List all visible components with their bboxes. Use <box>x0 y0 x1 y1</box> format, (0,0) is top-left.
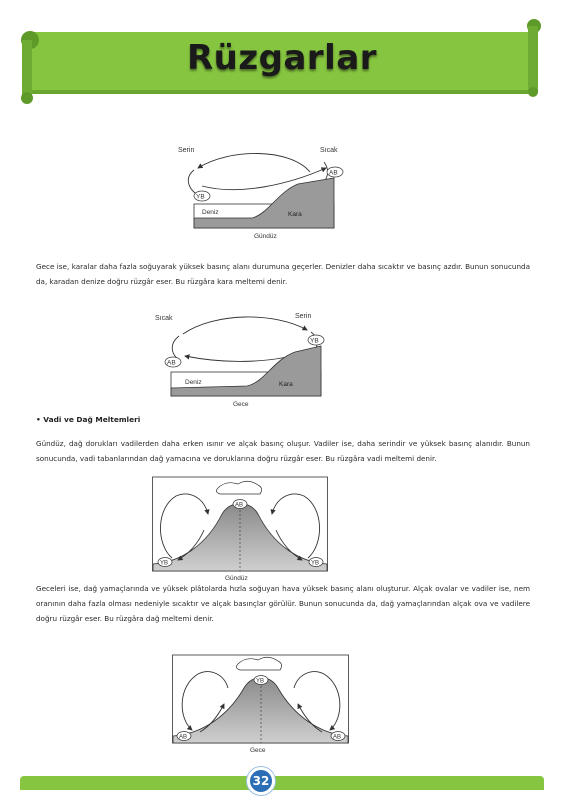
footer-bar <box>20 776 544 790</box>
figure-mountain-breeze-night <box>172 652 350 758</box>
pressure-top-label: YB <box>256 678 265 685</box>
figure-caption: Gece <box>233 401 249 408</box>
label-warm: Sıcak <box>155 315 173 322</box>
paragraph-valley-breeze: Gündüz, dağ dorukları vadilerden daha erken ısınır ve alçak basınç oluşur. Vadiler ise, daha serindir ve yüksek basınç alanıdır. Bunun sonucunda, vadi tabanlarından dağ yamacına ve doruklarına doğru rüzgâr eser. Bu rüzgâra vadi meltemi denir. <box>36 439 530 463</box>
page-title: Rüzgarlar <box>186 38 378 78</box>
pressure-left-label: AB <box>179 734 188 741</box>
paragraph-land-breeze: Gece ise, karalar daha fazla soğuyarak yüksek basınç alanı durumuna geçerler. Denizler daha sıcaktır ve basınç azdır. Bunun sonucunda da, karadan denize doğru rüzgâr eser. Bu rüzgâra kara meltemi denir. <box>36 262 530 286</box>
pressure-low-label: AB <box>167 359 176 367</box>
label-sea: Deniz <box>185 379 202 386</box>
pressure-right-label: AB <box>333 734 342 741</box>
pressure-top-label: AB <box>235 502 244 509</box>
pressure-right-label: YB <box>311 560 320 567</box>
label-cool: Serin <box>295 313 312 320</box>
figure-land-breeze-night <box>155 306 335 410</box>
figure-caption: Gündüz <box>254 233 277 240</box>
label-land: Kara <box>288 211 302 218</box>
figure-valley-breeze-day <box>152 474 328 584</box>
figure-sea-breeze-day <box>170 138 350 242</box>
pressure-low-label: AB <box>329 169 338 177</box>
title-banner <box>18 18 546 104</box>
figure-caption: Gündüz <box>225 575 248 582</box>
figure-caption: Gece <box>250 747 266 754</box>
section-heading: • Vadi ve Dağ Meltemleri <box>36 415 141 424</box>
page-number: 32 <box>247 767 275 795</box>
label-cool: Serin <box>178 147 195 154</box>
pressure-high-label: YB <box>310 337 319 345</box>
label-land: Kara <box>279 381 293 388</box>
pressure-high-label: YB <box>196 193 205 201</box>
pressure-left-label: YB <box>160 560 169 567</box>
label-sea: Deniz <box>202 209 219 216</box>
paragraph-mountain-breeze: Geceleri ise, dağ yamaçlarında ve yüksek plâtolarda hızla soğuyan hava yüksek basınç alanı oluşturur. Alçak ovalar ve vadiler ise, nem oranının daha fazla olması nedeniyle sıcaktır ve alçak basınçlar görülür. Bunun sonucunda da, dağ yamaçlarından alçak ova ve vadilere doğru rüzgâr eser. Bu rüzgâra dağ meltemi denir. <box>36 584 530 623</box>
label-warm: Sıcak <box>320 147 338 154</box>
